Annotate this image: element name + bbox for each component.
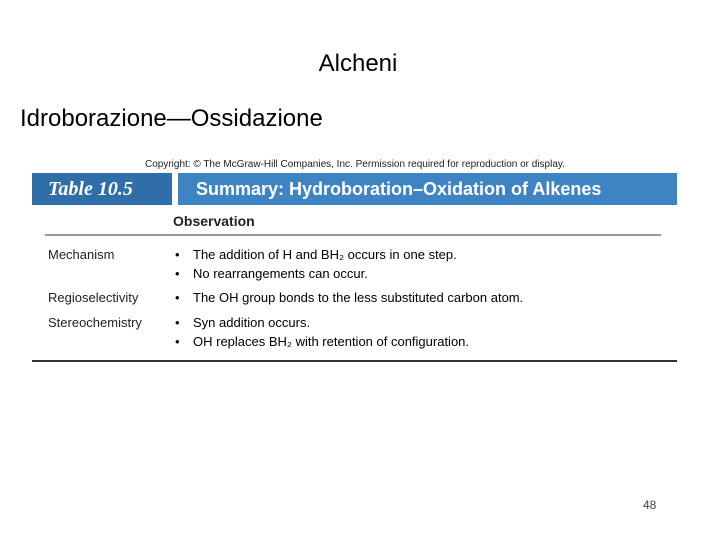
list-item: • Syn addition occurs. (173, 315, 469, 334)
list-item: • The addition of H and BH₂ occurs in one step. (173, 247, 457, 266)
table-header-bar (32, 173, 677, 205)
table-row (48, 290, 678, 309)
row-label: Mechanism (48, 247, 115, 262)
list-item: • The OH group bonds to the less substituted carbon atom. (173, 290, 523, 309)
slide-subtitle: Idroborazione—Ossidazione (20, 105, 323, 132)
summary-table (32, 173, 677, 233)
table-number: Table 10.5 (32, 173, 172, 205)
copyright-notice: Copyright: © The McGraw-Hill Companies, Inc. Permission required for reproduction or display. (145, 159, 565, 170)
table-rule-bottom (32, 360, 677, 362)
page-number: 48 (643, 498, 657, 512)
slide-title: Alcheni (318, 50, 398, 77)
column-header (32, 205, 677, 233)
table-row (48, 247, 678, 285)
list-item: • No rearrangements can occur. (173, 266, 457, 285)
table-body (48, 247, 678, 353)
bullet-list (173, 290, 523, 309)
table-caption: Summary: Hydroboration–Oxidation of Alkenes (196, 179, 602, 199)
table-rule-top (45, 234, 661, 236)
row-label: Stereochemistry (48, 315, 142, 330)
column-header-observation: Observation (173, 213, 255, 229)
bullet-list (173, 247, 457, 285)
list-item: • OH replaces BH₂ with retention of configuration. (173, 334, 469, 353)
bullet-list (173, 315, 469, 353)
row-label: Regioselectivity (48, 290, 139, 305)
table-row (48, 315, 678, 353)
